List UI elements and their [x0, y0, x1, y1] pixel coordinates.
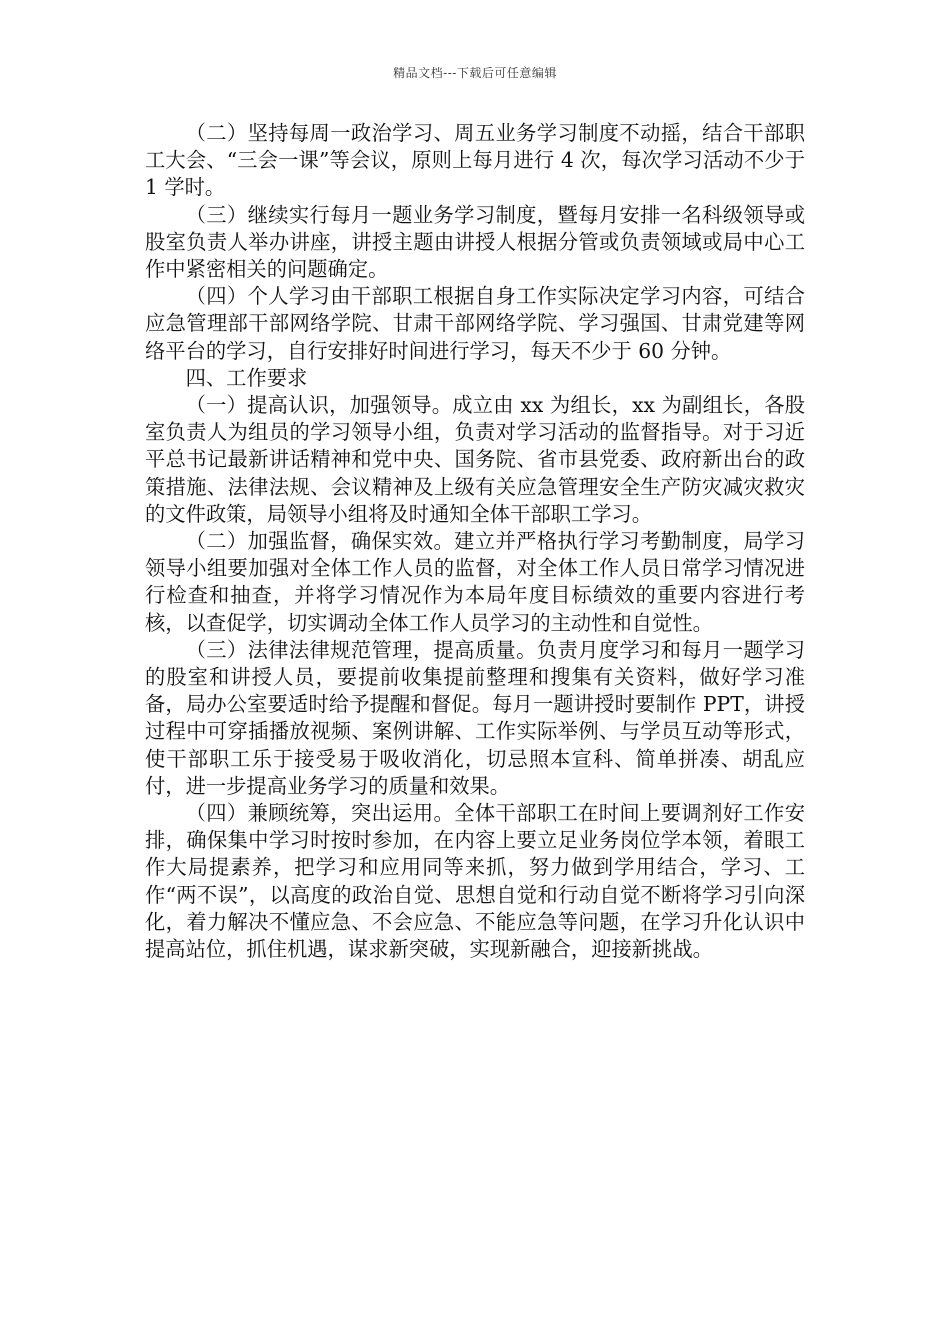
paragraph-personal-study: （四）个人学习由干部职工根据自身工作实际决定学习内容，可结合应急管理部干部网络学院、甘肃干部网络学院、学习强国、甘肃党建等网络平台的学习，自行安排好时间进行学习，每天不少于 60 分钟。 [145, 284, 805, 363]
paragraph-quality: （三）法律法律规范管理，提高质量。负责月度学习和每月一题学习的股室和讲授人员，要提前收集提前整理和搜集有关资料，做好学习准备，局办公室要适时给予提醒和督促。每月一题讲授时要制作 PPT，讲授过程中可穿插播放视频、案例讲解、工作实际举例、与学员互动等形式，使干部职工乐于接受易于吸收消化，切忌照本宣科、简单拼凑、胡乱应付，进一步提高业务学习的质量和效果。 [145, 637, 805, 798]
paragraph-leadership: （一）提高认识，加强领导。成立由 xx 为组长，xx 为副组长，各股室负责人为组员的学习领导小组，负责对学习活动的监督指导。对于习近平总书记最新讲话精神和党中央、国务院、省市县党委、政府新出台的政策措施、法律法规、会议精神及上级有关应急管理安全生产防灾减灾救灾的文件政策，局领导小组将及时通知全体干部职工学习。 [145, 393, 805, 526]
paragraph-coordination: （四）兼顾统筹，突出运用。全体干部职工在时间上要调剂好工作安排，确保集中学习时按时参加，在内容上要立足业务岗位学本领，着眼工作大局提素养，把学习和应用同等来抓，努力做到学用结合，学习、工作“两不误”，以高度的政治自觉、思想自觉和行动自觉不断将学习引向深化，着力解决不懂应急、不会应急、不能应急等问题，在学习升化认识中提高站位，抓住机遇，谋求新突破，实现新融合，迎接新挑战。 [145, 801, 805, 962]
paragraph-monthly-topic: （三）继续实行每月一题业务学习制度，暨每月安排一名科级领导或股室负责人举办讲座，讲授主题由讲授人根据分管或负责领域或局中心工作中紧密相关的问题确定。 [145, 202, 805, 282]
page-header: 精品文档---下载后可任意编辑 [393, 66, 557, 80]
document-body [145, 120, 805, 963]
section-heading-work-requirements: 四、工作要求 [185, 365, 308, 390]
paragraph-supervision: （二）加强监督，确保实效。建立并严格执行学习考勤制度，局学习领导小组要加强对全体工作人员的监督，对全体工作人员日常学习情况进行检查和抽查，并将学习情况作为本局年度目标绩效的重要内容进行考核，以查促学，切实调动全体工作人员学习的主动性和自觉性。 [145, 529, 805, 635]
paragraph-study-schedule: （二）坚持每周一政治学习、周五业务学习制度不动摇，结合干部职工大会、“三会一课”等会议，原则上每月进行 4 次，每次学习活动不少于 1 学时。 [145, 121, 805, 200]
